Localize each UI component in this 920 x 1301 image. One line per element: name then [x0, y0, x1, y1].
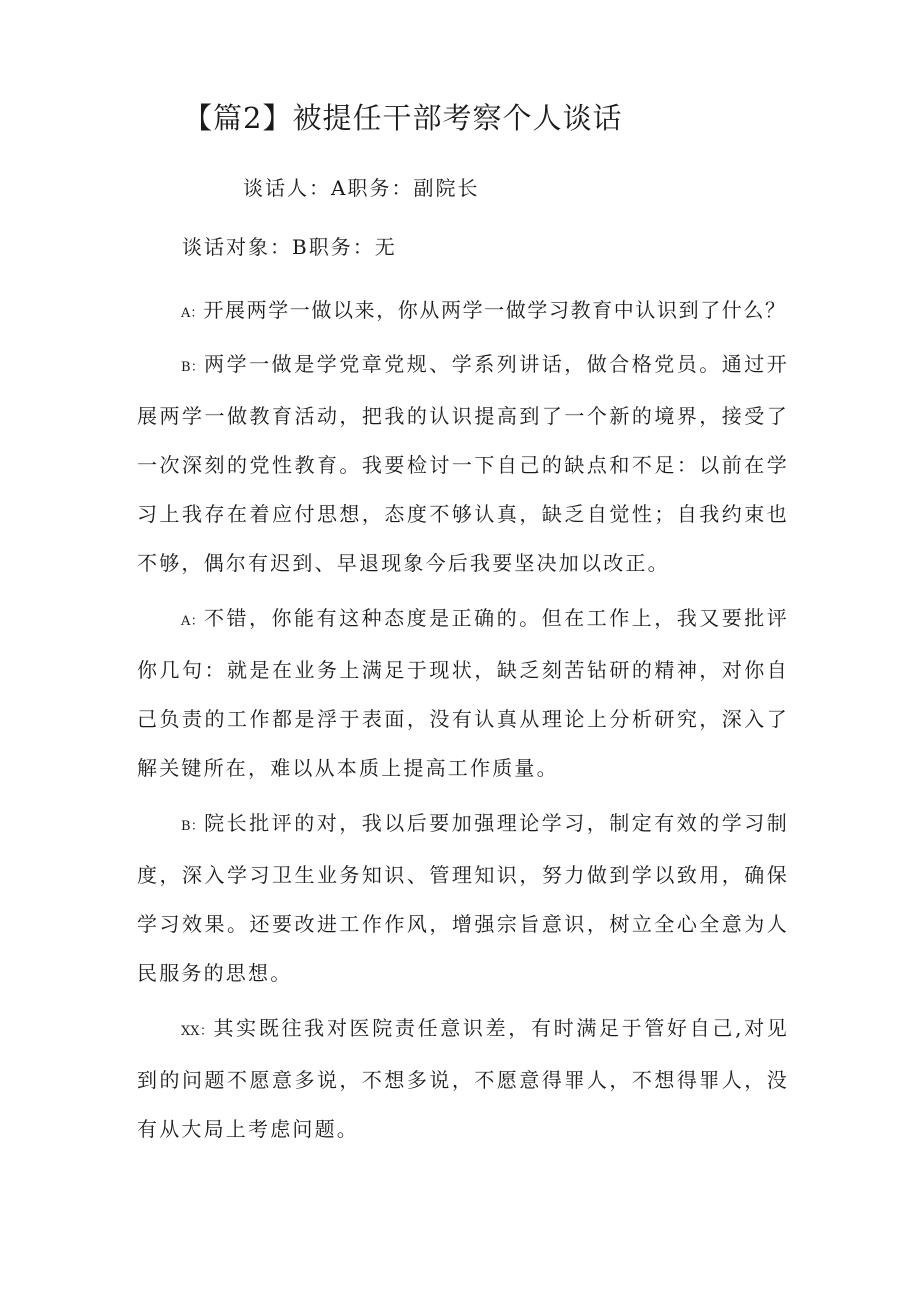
paragraph-text: 不错，你能有这种态度是正确的。但在工作上，我又要批评你几句：就是在业务上满足于现状，缺乏刻苦钻研的精神，对你自己负责的工作都是浮于表面，没有认真从理论上分析研究，深入了解关键所在，难以从本质上提高工作质量。	[137, 606, 789, 780]
speaker-label: B：	[181, 819, 205, 834]
speaker-label: A：	[181, 614, 205, 629]
paragraph-text: 院长批评的对，我以后要加强理论学习，制定有效的学习制度，深入学习卫生业务知识、管理知识，努力做到学以致用，确保学习效果。还要改进工作作风，增强宗旨意识，树立全心全意为人民服务的思想。	[137, 811, 789, 985]
interviewee-line: 谈话对象：B职务：无	[182, 235, 397, 259]
dialogue-paragraph	[137, 1004, 789, 1154]
speaker-label: XX：	[181, 1024, 214, 1039]
dialogue-paragraph	[137, 594, 789, 793]
document-title: 【篇2】被提任干部考察个人谈话	[183, 101, 623, 135]
interviewer-line: 谈话人：A职务：副院长	[243, 176, 480, 200]
dialogue-paragraph	[137, 799, 789, 998]
speaker-label: A：	[181, 306, 204, 321]
speaker-label: B：	[181, 360, 205, 375]
dialogue-paragraph	[137, 340, 789, 588]
paragraph-text: 开展两学一做以来，你从两学一做学习教育中认识到了什么？	[203, 298, 787, 322]
paragraph-text: 两学一做是学党章党规、学系列讲话，做合格党员。通过开展两学一做教育活动，把我的认识提高到了一个新的境界，接受了一次深刻的党性教育。我要检讨一下自己的缺点和不足：以前在学习上我存在着应付思想，态度不够认真，缺乏自觉性；自我约束也不够，偶尔有迟到、早退现象今后我要坚决加以改正。	[137, 352, 789, 575]
paragraph-text: 其实既往我对医院责任意识差，有时满足于管好自己,对见到的问题不愿意多说，不想多说，不愿意得罪人，不想得罪人，没有从大局上考虑问题。	[137, 1016, 789, 1141]
dialogue-paragraph	[137, 286, 789, 338]
